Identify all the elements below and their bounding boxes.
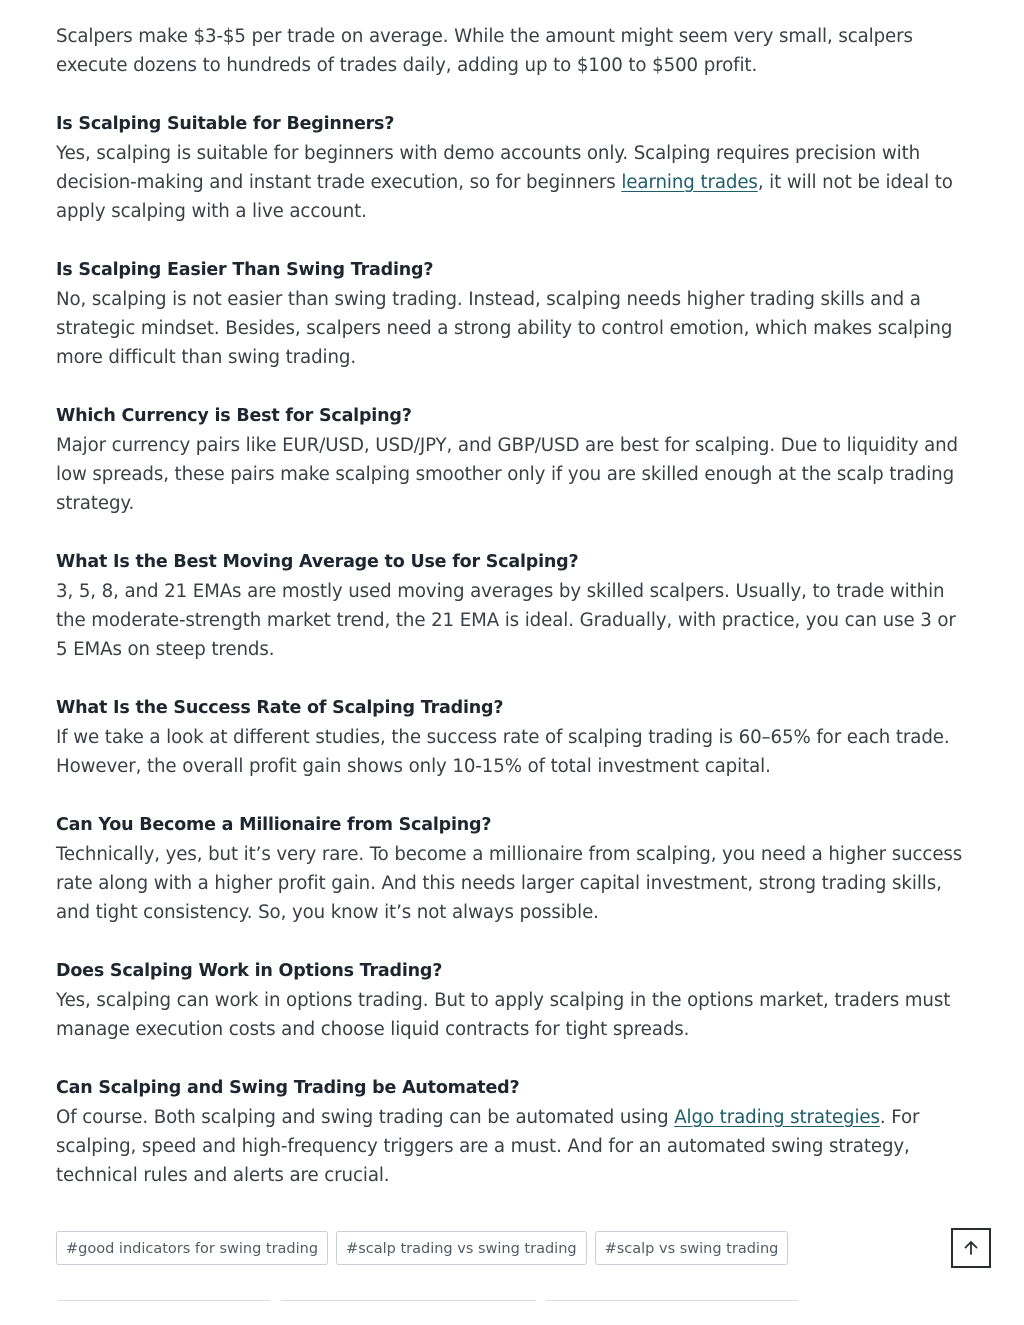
faq-item <box>56 813 968 927</box>
faq-question: What Is the Success Rate of Scalping Trading? <box>56 698 504 718</box>
tag-list <box>56 1231 788 1265</box>
related-card-edge <box>546 1300 798 1301</box>
faq-question: Is Scalping Easier Than Swing Trading? <box>56 260 434 280</box>
faq-question: Can Scalping and Swing Trading be Automated? <box>56 1078 520 1098</box>
faq-item <box>56 1076 968 1190</box>
faq-answer-text: Yes, scalping is suitable for beginners with demo accounts only. Scalping requires precision with decision-making and instant trade execution, so for beginners <box>56 143 921 193</box>
faq-answer: Technically, yes, but it’s very rare. To become a millionaire from scalping, you need a higher success rate along with a higher profit gain. And this needs larger capital investment, strong trading skills, and tight consistency. So, you know it’s not always possible. <box>56 844 963 923</box>
scroll-to-top-button[interactable] <box>951 1228 991 1268</box>
faq-answer: Major currency pairs like EUR/USD, USD/JPY, and GBP/USD are best for scalping. Due to liquidity and low spreads, these pairs make scalping smoother only if you are skilled enough at the scalp trading strategy. <box>56 435 959 514</box>
faq-item <box>56 112 968 226</box>
related-card-edge <box>281 1300 536 1301</box>
faq-answer <box>56 139 968 226</box>
learning-trades-link[interactable]: learning trades <box>621 172 758 193</box>
arrow-up-icon <box>962 1239 980 1257</box>
faq-answer: If we take a look at different studies, the success rate of scalping trading is 60–65% for each trade. However, the overall profit gain shows only 10-15% of total investment capital. <box>56 727 950 777</box>
faq-answer: No, scalping is not easier than swing trading. Instead, scalping needs higher trading skills and a strategic mindset. Besides, scalpers need a strong ability to control emotion, which makes scalping more difficult than swing trading. <box>56 289 953 368</box>
faq-answer <box>56 1103 968 1190</box>
faq-question: Can You Become a Millionaire from Scalping? <box>56 815 492 835</box>
related-card-edge <box>58 1300 270 1301</box>
algo-trading-strategies-link[interactable]: Algo trading strategies <box>674 1107 880 1128</box>
faq-item <box>56 550 968 664</box>
faq-answer: 3, 5, 8, and 21 EMAs are mostly used moving averages by skilled scalpers. Usually, to trade within the moderate-strength market trend, the 21 EMA is ideal. Gradually, with practice, you can use 3 or 5 EMAs on steep trends. <box>56 581 956 660</box>
tag-link[interactable]: #scalp vs swing trading <box>595 1231 789 1265</box>
faq-answer: Yes, scalping can work in options trading. But to apply scalping in the options market, traders must manage execution costs and choose liquid contracts for tight spreads. <box>56 990 951 1040</box>
tag-link[interactable]: #good indicators for swing trading <box>56 1231 328 1265</box>
faq-question: Is Scalping Suitable for Beginners? <box>56 114 395 134</box>
faq-question: What Is the Best Moving Average to Use for Scalping? <box>56 552 579 572</box>
intro-paragraph: Scalpers make $3-$5 per trade on average. While the amount might seem very small, scalpers execute dozens to hundreds of trades daily, adding up to $100 to $500 profit. <box>56 26 913 76</box>
faq-question: Does Scalping Work in Options Trading? <box>56 961 443 981</box>
faq-item <box>56 404 968 518</box>
faq-answer-text: . For scalping, speed and high-frequency triggers are a must. And for an automated swing strategy, technical rules and alerts are crucial. <box>56 1107 920 1186</box>
article-content <box>56 22 968 1190</box>
faq-question: Which Currency is Best for Scalping? <box>56 406 412 426</box>
faq-answer-text: Of course. Both scalping and swing trading can be automated using <box>56 1107 675 1128</box>
faq-item <box>56 696 968 781</box>
faq-item <box>56 959 968 1044</box>
faq-item <box>56 258 968 372</box>
tag-link[interactable]: #scalp trading vs swing trading <box>336 1231 587 1265</box>
faq-answer-text: , it will not be ideal to apply scalping with a live account. <box>56 172 953 222</box>
